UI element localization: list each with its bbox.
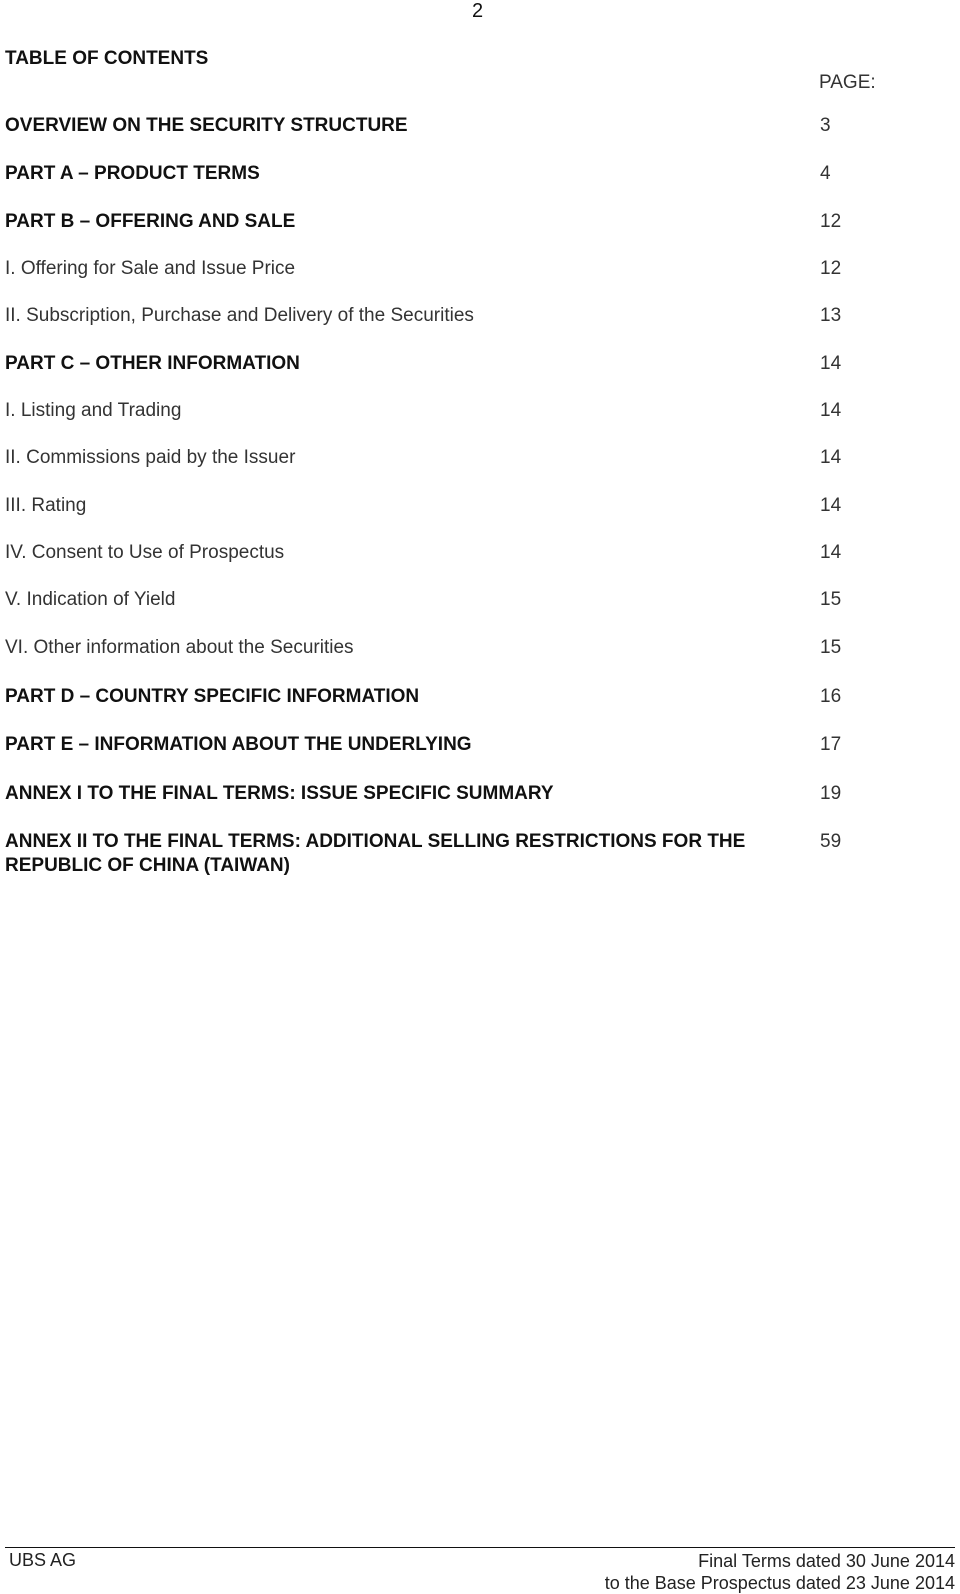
toc-entry-page: 14 — [820, 447, 842, 468]
toc-entry-label: I. Listing and Trading — [5, 400, 182, 421]
toc-entry-label: V. Indication of Yield — [5, 589, 176, 610]
toc-entry-page: 15 — [820, 589, 842, 610]
toc-entry-page: 14 — [820, 353, 842, 374]
toc-entry-page: 4 — [820, 163, 831, 184]
toc-entry[interactable] — [5, 685, 875, 709]
toc-entry[interactable] — [5, 588, 875, 612]
toc-entry-label: ANNEX II TO THE FINAL TERMS: ADDITIONAL SELLING RESTRICTIONS FOR THE REPUBLIC OF CHINA (TAIWAN) — [5, 831, 746, 876]
toc-entry-label: VI. Other information about the Securities — [5, 637, 354, 658]
toc-entry-page: 59 — [820, 831, 842, 852]
toc-entry-label: III. Rating — [5, 495, 87, 516]
toc-entry-page: 16 — [820, 686, 842, 707]
toc-entry-label: II. Subscription, Purchase and Delivery of the Securities — [5, 305, 474, 326]
toc-entry-label: PART A – PRODUCT TERMS — [5, 163, 260, 184]
toc-entry-label: ANNEX I TO THE FINAL TERMS: ISSUE SPECIFIC SUMMARY — [5, 783, 554, 804]
toc-entry[interactable] — [5, 733, 875, 757]
toc-entry-label: IV. Consent to Use of Prospectus — [5, 542, 285, 563]
toc-entry[interactable] — [5, 114, 875, 138]
toc-entry[interactable] — [5, 162, 875, 186]
toc-entry-label: PART B – OFFERING AND SALE — [5, 211, 296, 232]
toc-entry-page: 15 — [820, 637, 842, 658]
page-footer — [5, 1547, 955, 1593]
toc-entry[interactable] — [5, 446, 875, 470]
toc-entry-page: 14 — [820, 542, 842, 563]
toc-entry-page: 12 — [820, 211, 842, 232]
toc-entry[interactable] — [5, 782, 875, 806]
toc-entry[interactable] — [5, 541, 875, 565]
toc-entry[interactable] — [5, 830, 875, 878]
toc-entry[interactable] — [5, 352, 875, 376]
toc-entry[interactable] — [5, 399, 875, 423]
page-number: 2 — [472, 0, 484, 22]
toc-entry-label: I. Offering for Sale and Issue Price — [5, 258, 296, 279]
toc-entry-page: 19 — [820, 783, 842, 804]
toc-entry[interactable] — [5, 494, 875, 518]
toc-entry[interactable] — [5, 257, 875, 281]
toc-entry[interactable] — [5, 210, 875, 234]
footer-dates — [605, 1550, 955, 1594]
toc-entry-label: PART C – OTHER INFORMATION — [5, 353, 300, 374]
page-column-header: PAGE: — [819, 72, 876, 93]
toc-entry-page: 3 — [820, 115, 831, 136]
toc-entry-page: 17 — [820, 734, 842, 755]
toc-entry-label: PART D – COUNTRY SPECIFIC INFORMATION — [5, 686, 420, 707]
toc-title: TABLE OF CONTENTS — [5, 48, 209, 69]
footer-final-terms-date: Final Terms dated 30 June 2014 — [698, 1551, 955, 1571]
toc-entry[interactable] — [5, 636, 875, 660]
toc-entry-label: PART E – INFORMATION ABOUT THE UNDERLYING — [5, 734, 472, 755]
footer-base-prospectus-date: to the Base Prospectus dated 23 June 2014 — [604, 1573, 955, 1593]
footer-issuer: UBS AG — [9, 1550, 77, 1570]
toc-entry-label: II. Commissions paid by the Issuer — [5, 447, 296, 468]
toc-entry[interactable] — [5, 304, 875, 328]
toc-entry-page: 13 — [820, 305, 842, 326]
toc-entry-page: 12 — [820, 258, 842, 279]
toc-entry-page: 14 — [820, 495, 842, 516]
toc-entry-page: 14 — [820, 400, 842, 421]
toc-entry-label: OVERVIEW ON THE SECURITY STRUCTURE — [5, 115, 408, 136]
